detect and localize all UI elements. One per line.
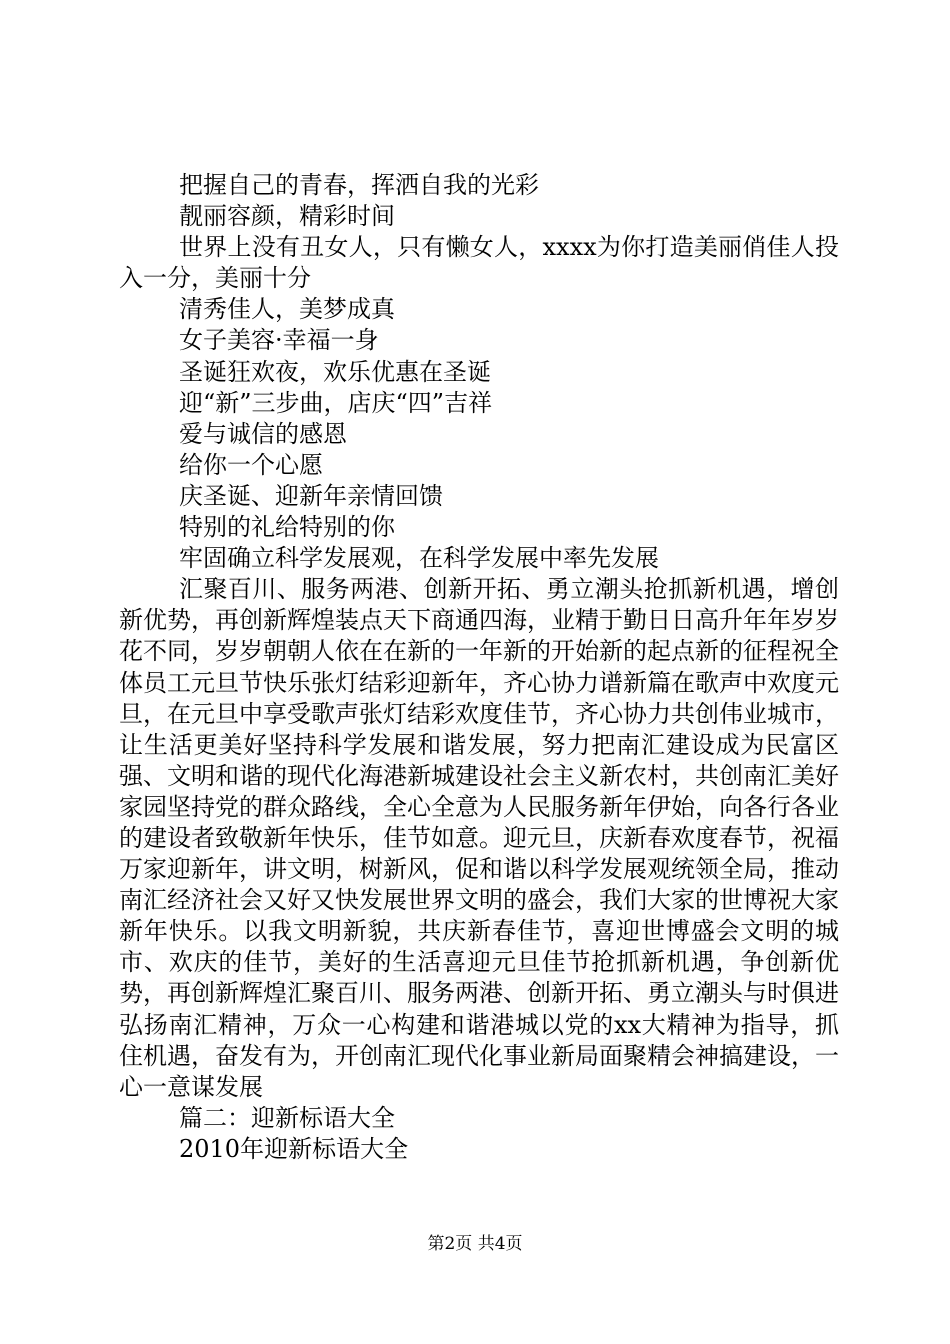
paragraph-6: 圣诞狂欢夜，欢乐优惠在圣诞 xyxy=(179,357,491,386)
paragraph-11: 特别的礼给特别的你 xyxy=(179,513,395,542)
section-subheading: 2010年迎新标语大全 xyxy=(179,1134,409,1163)
paragraph-12: 牢固确立科学发展观，在科学发展中率先发展 xyxy=(179,544,659,573)
paragraph-7: 迎“新”三步曲，店庆“四”吉祥 xyxy=(179,388,493,417)
document-body xyxy=(119,170,839,1165)
paragraph-9: 给你一个心愿 xyxy=(179,450,323,479)
paragraph-8: 爱与诚信的感恩 xyxy=(179,419,347,448)
paragraph-4: 清秀佳人，美梦成真 xyxy=(179,295,395,324)
section-heading: 篇二：迎新标语大全 xyxy=(179,1103,395,1132)
paragraph-3: 世界上没有丑女人，只有懒女人，xxxx为你打造美丽俏佳人投入一分，美丽十分 xyxy=(119,233,839,293)
paragraph-5: 女子美容·幸福一身 xyxy=(179,326,379,355)
page-footer: 第2页 共4页 xyxy=(427,1234,523,1254)
paragraph-2: 靓丽容颜，精彩时间 xyxy=(179,202,395,231)
paragraph-10: 庆圣诞、迎新年亲情回馈 xyxy=(179,481,443,510)
paragraph-13: 汇聚百川、服务两港、创新开拓、勇立潮头抢抓新机遇，增创新优势，再创新辉煌装点天下商通四海，业精于勤日日高升年年岁岁花不同，岁岁朝朝人依在在新的一年新的开始新的起点新的征程祝全体员工元旦节快乐张灯结彩迎新年，齐心协力谱新篇在歌声中欢度元旦，在元旦中享受歌声张灯结彩欢度佳节，齐心协力共创伟业城市，让生活更美好坚持科学发展和谐发展，努力把南汇建设成为民富区强、文明和谐的现代化海港新城建设社会主义新农村，共创南汇美好家园坚持党的群众路线，全心全意为人民服务新年伊始，向各行各业的建设者致敬新年快乐，佳节如意。迎元旦，庆新春欢度春节，祝福万家迎新年，讲文明，树新风，促和谐以科学发展观统领全局，推动南汇经济社会又好又快发展世界文明的盛会，我们大家的世博祝大家新年快乐。以我文明新貌，共庆新春佳节，喜迎世博盛会文明的城市、欢庆的佳节，美好的生活喜迎元旦佳节抢抓新机遇，争创新优势，再创新辉煌汇聚百川、服务两港、创新开拓、勇立潮头与时俱进弘扬南汇精神，万众一心构建和谐港城以党的xx大精神为指导，抓住机遇，奋发有为，开创南汇现代化事业新局面聚精会神搞建设，一心一意谋发展 xyxy=(119,575,839,1101)
paragraph-1: 把握自己的青春，挥洒自我的光彩 xyxy=(179,171,539,199)
